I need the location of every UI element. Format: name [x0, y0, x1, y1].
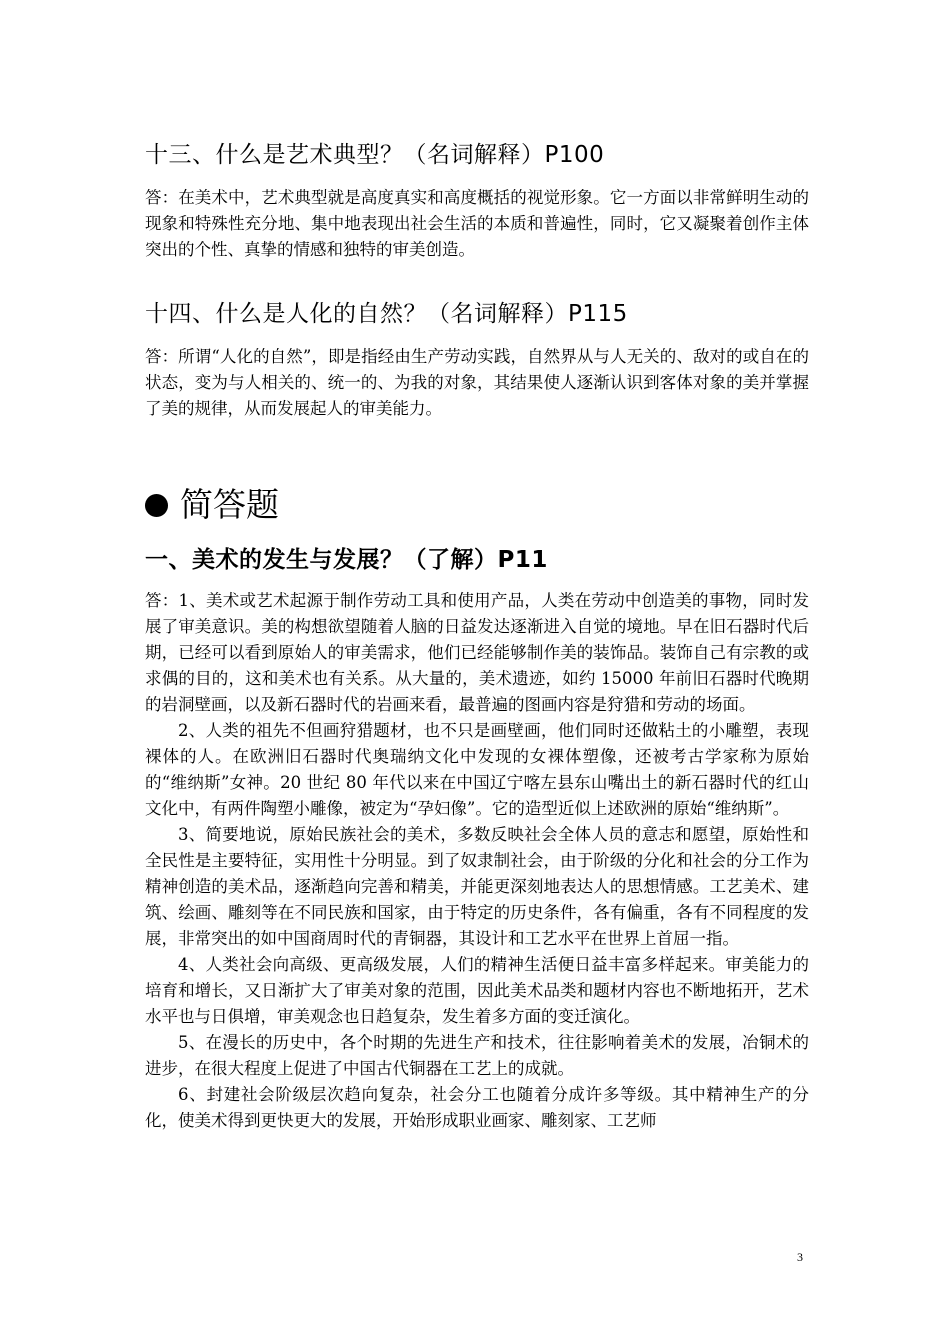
question-14-heading: 十四、什么是人化的自然？（名词解释）P115 — [145, 301, 628, 327]
section-title-text: 简答题 — [180, 485, 279, 524]
page-content — [145, 138, 809, 1134]
question-13-answer: 答：在美术中，艺术典型就是高度真实和高度概括的视觉形象。它一方面以非常鲜明生动的现象和特殊性充分地、集中地表现出社会生活的本质和普遍性，同时，它又凝聚着创作主体突出的个性、真挚的情感和独特的审美创造。 — [145, 188, 809, 259]
answer-paragraph-4: 4、人类社会向高级、更高级发展，人们的精神生活便日益丰富多样起来。审美能力的培育和增长，又日渐扩大了审美对象的范围，因此美术品类和题材内容也不断地拓开，艺术水平也与日俱增，审美观念也日趋复杂，发生着多方面的变迁演化。 — [145, 955, 809, 1026]
bullet-icon — [145, 494, 168, 517]
answer-paragraph-2: 2、人类的祖先不但画狩猎题材，也不只是画壁画，他们同时还做粘土的小雕塑，表现裸体的人。在欧洲旧石器时代奥瑞纳文化中发现的女裸体塑像，还被考古学家称为原始的“维纳斯”女神。20 世纪 80 年代以来在中国辽宁喀左县东山嘴出土的新石器时代的红山文化中，有两件陶塑小雕像，被定为“孕妇像”。它的造型近似上述欧洲的原始“维纳斯”。 — [145, 721, 809, 818]
answer-paragraph-1: 答：1、美术或艺术起源于制作劳动工具和使用产品，人类在劳动中创造美的事物，同时发展了审美意识。美的构想欲望随着人脑的日益发达逐渐进入自觉的境地。早在旧石器时代后期，已经可以看到原始人的审美需求，他们已经能够制作美的装饰品。装饰自己有宗教的或求偶的目的，这和美术也有关系。从大量的，美术遗迹，如约 15000 年前旧石器时代晚期的岩洞壁画，以及新石器时代的岩画来看，最普遍的图画内容是狩猎和劳动的场面。 — [145, 591, 809, 714]
answer-paragraph-3: 3、简要地说，原始民族社会的美术，多数反映社会全体人员的意志和愿望，原始性和全民性是主要特征，实用性十分明显。到了奴隶制社会，由于阶级的分化和社会的分工作为精神创造的美术品，逐渐趋向完善和精美，并能更深刻地表达人的思想情感。工艺美术、建筑、绘画、雕刻等在不同民族和国家，由于特定的历史条件，各有偏重，各有不同程度的发展，非常突出的如中国商周时代的青铜器，其设计和工艺水平在世界上首屈一指。 — [145, 825, 809, 948]
question-1-heading: 一、美术的发生与发展？（了解）P11 — [145, 547, 548, 573]
question-14-answer: 答：所谓“人化的自然”，即是指经由生产劳动实践，自然界从与人无关的、敌对的或自在的状态，变为与人相关的、统一的、为我的对象，其结果使人逐渐认识到客体对象的美并掌握了美的规律，从而发展起人的审美能力。 — [145, 347, 809, 418]
answer-paragraph-6: 6、封建社会阶级层次趋向复杂，社会分工也随着分成许多等级。其中精神生产的分化，使美术得到更快更大的发展，开始形成职业画家、雕刻家、工艺师 — [145, 1085, 809, 1130]
question-13-heading: 十三、什么是艺术典型？（名词解释）P100 — [145, 142, 605, 168]
section-title — [145, 480, 809, 530]
answer-paragraph-5: 5、在漫长的历史中，各个时期的先进生产和技术，往往影响着美术的发展，冶铜术的进步，在很大程度上促进了中国古代铜器在工艺上的成就。 — [145, 1033, 809, 1078]
page-number: 3 — [797, 1250, 803, 1264]
